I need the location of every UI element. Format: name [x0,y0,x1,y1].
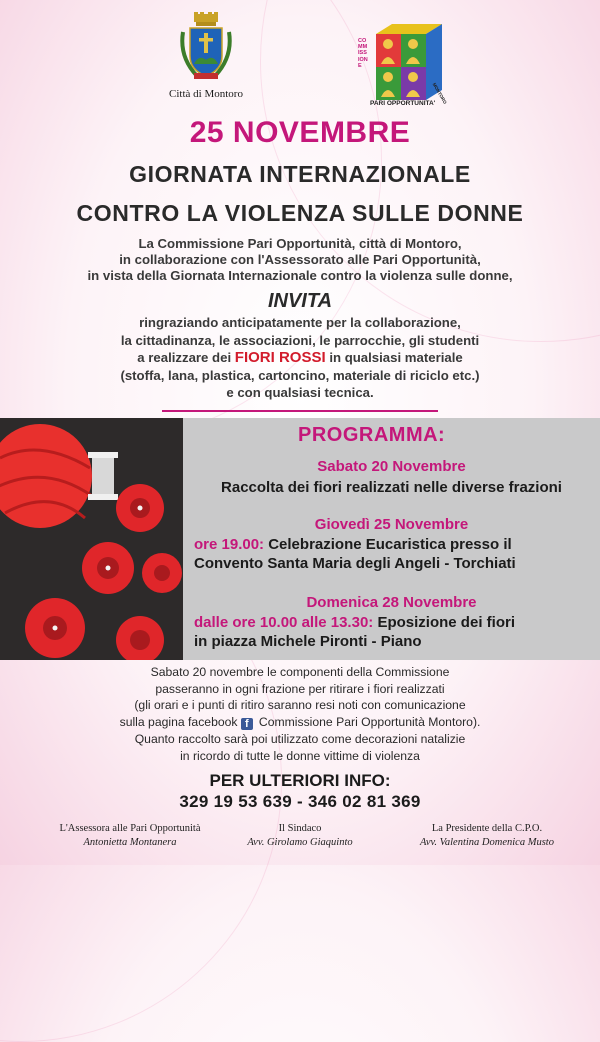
body-line: (stoffa, lana, plastica, cartoncino, materiale di riciclo etc.) [120,367,480,383]
body-text-fragment: a realizzare dei [137,350,232,365]
body-line-fiori [0,349,600,367]
signature-sindaco [220,822,380,850]
phone-numbers: 329 19 53 639 - 346 02 81 369 [179,792,421,811]
invita-heading: INVITA [267,290,333,312]
event-2-text [194,535,594,573]
event-1-date: Sabato 20 Novembre [317,458,466,475]
event-3-text-1: Eposizione dei fiori [377,614,515,631]
body-text-fragment: in qualsiasi materiale [329,350,463,365]
footer-line: (gli orari e i punti di ritiro saranno resi noti con comunicazione [134,698,466,713]
facebook-page-link[interactable]: Commissione Pari Opportunità Montoro). [258,715,481,730]
intro-line: La Commissione Pari Opportunità, città di Montoro, [138,236,462,251]
cpo-side-text: COMMISSIONE [358,38,368,69]
commissione-pari-opportunita-logo [356,20,456,108]
event-2-time: ore 19.00: [194,536,265,553]
collection-info-paragraph [0,664,600,764]
signature-name: Antonietta Montanera [83,837,177,848]
red-flowers-image-icon [0,418,183,660]
signature-assessora [40,822,220,850]
footer-line: Sabato 20 novembre le componenti della Commissione [150,665,450,679]
body-line: e con qualsiasi tecnica. [226,385,374,400]
footer-line: Quanto raccolto sarà poi utilizzato come decorazioni natalizie [134,731,466,746]
event-3-text [194,613,594,651]
signature-presidente [392,822,582,850]
event-2-text-1: Celebrazione Eucaristica presso il [268,536,512,553]
event-date-title: 25 NOVEMBRE [189,116,411,149]
cpo-corner-text: MONTORO [431,82,448,105]
event-3-date: Domenica 28 Novembre [306,594,477,611]
footer-line: in ricordo di tutte le donne vittime di violenza [180,748,420,763]
intro-line: in vista della Giornata Internazionale contro la violenza sulle donne, [87,268,513,283]
headline-line-1: GIORNATA INTERNAZIONALE [129,161,471,187]
invitation-paragraph [0,314,600,402]
signature-role: Il Sindaco [278,823,322,834]
event-2-date: Giovedì 25 Novembre [314,516,469,533]
body-line: ringraziando anticipatamente per la collaborazione, [139,315,461,330]
footer-line: passeranno in ogni frazione per ritirare i fiori realizzati [155,681,445,696]
facebook-icon[interactable]: f [241,718,253,730]
program-section [0,418,600,660]
event-1-text: Raccolta dei fiori realizzati nelle diverse frazioni [221,479,562,496]
event-3-text-2: in piazza Michele Pironti - Piano [194,633,422,650]
more-info-heading: PER ULTERIORI INFO: [209,771,391,790]
crochet-flowers-photo [0,418,183,660]
signature-name: Avv. Girolamo Giaquinto [247,837,353,848]
cpo-bottom-text: PARI OPPORTUNITA' [370,100,436,107]
signature-name: Avv. Valentina Domenica Musto [420,837,554,848]
headline-line-2: CONTRO LA VIOLENZA SULLE DONNE [76,200,524,226]
footer-text-fragment: sulla pagina facebook [119,715,238,730]
fiori-rossi-highlight: FIORI ROSSI [234,349,326,366]
program-title: PROGRAMMA: [298,424,446,446]
event-3-time: dalle ore 10.00 alle 13.30: [194,614,374,631]
signature-role: L'Assessora alle Pari Opportunità [59,823,201,834]
body-line: la cittadinanza, le associazioni, le parrocchie, gli studenti [120,332,480,348]
coat-of-arms-icon [177,12,235,84]
intro-line: in collaborazione con l'Assessorato alle Pari Opportunità, [119,252,481,267]
divider [162,410,438,412]
event-2-text-2: Convento Santa Maria degli Angeli - Torchiati [194,555,516,572]
comune-name: Città di Montoro [169,88,243,100]
intro-paragraph [0,236,600,284]
comune-logo [166,12,246,100]
signature-role: La Presidente della C.P.O. [431,823,543,834]
footer-line-facebook [0,714,600,731]
